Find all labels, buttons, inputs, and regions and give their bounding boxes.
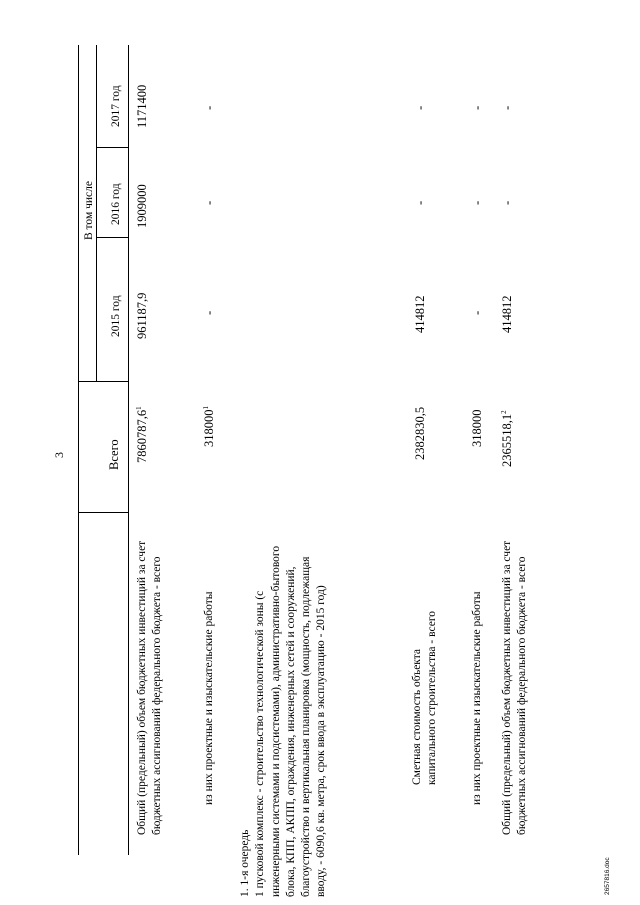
row-2016: -	[470, 200, 484, 205]
row-2015: 414812	[413, 295, 427, 333]
row-label: Сметная стоимость объекта капитального строительства - всего	[411, 610, 439, 785]
row-total: 7860787,6$^1$	[134, 406, 149, 463]
row-label: Общий (предельный) объем бюджетных инвестиций за счет бюджетных ассигнований федерального бюджета - всего	[501, 540, 529, 835]
row-2016: -	[202, 200, 216, 205]
row-2016: 1909000	[135, 184, 149, 228]
footer-code: 2657816.doc	[604, 857, 611, 895]
row-2017: -	[470, 105, 484, 110]
header-bottom-border	[128, 45, 129, 855]
label-col-sep	[78, 512, 128, 513]
row-label: из них проектные и изыскательские работы	[203, 591, 215, 805]
row-2016: -	[500, 200, 514, 205]
row-total: 318000	[470, 409, 484, 447]
row-2016: -	[413, 200, 427, 205]
row-2015: -	[202, 310, 216, 315]
header-total: Всего	[107, 439, 121, 470]
row-2017: -	[500, 105, 514, 110]
header-2015: 2015 год	[110, 295, 122, 337]
total-col-sep	[78, 381, 128, 382]
row-label: Общий (предельный) объем бюджетных инвестиций за счет бюджетных ассигнований федерального бюджета - всего	[136, 540, 164, 835]
y2015-col-sep	[96, 237, 128, 238]
header-2016: 2016 год	[110, 183, 122, 225]
header-2017: 2017 год	[110, 85, 122, 127]
page-number: 3	[52, 452, 66, 458]
row-total: 2382830,5	[413, 406, 427, 460]
row-2015: -	[470, 310, 484, 315]
row-2017: -	[413, 105, 427, 110]
row-2017: -	[202, 105, 216, 110]
row-2015: 414812	[500, 295, 514, 333]
y2016-col-sep	[96, 147, 128, 148]
section-heading: 1. 1-я очередь 1 пусковой комплекс - строительство технологической зоны (с инженерными системами и подсистемами), административно-бытового блока, КПП, АКПП, ограждения, инженерных сетей и сооружений, благоустройство и вертикальная планировка (мощность, подлежащая вводу, - 6090,6 кв. метра, срок ввода в эксплуатацию - 2015 год)	[239, 545, 328, 897]
row-label: из них проектные и изыскательские работы	[471, 591, 483, 805]
row-2017: 1171400	[135, 84, 149, 128]
table-top-border	[78, 45, 79, 855]
row-2015: 961187,9	[135, 292, 149, 339]
header-in-that-number: В том числе	[83, 181, 95, 240]
row-total: 2365518,1$^2$	[499, 410, 514, 467]
row-total: 318000$^1$	[201, 406, 216, 447]
